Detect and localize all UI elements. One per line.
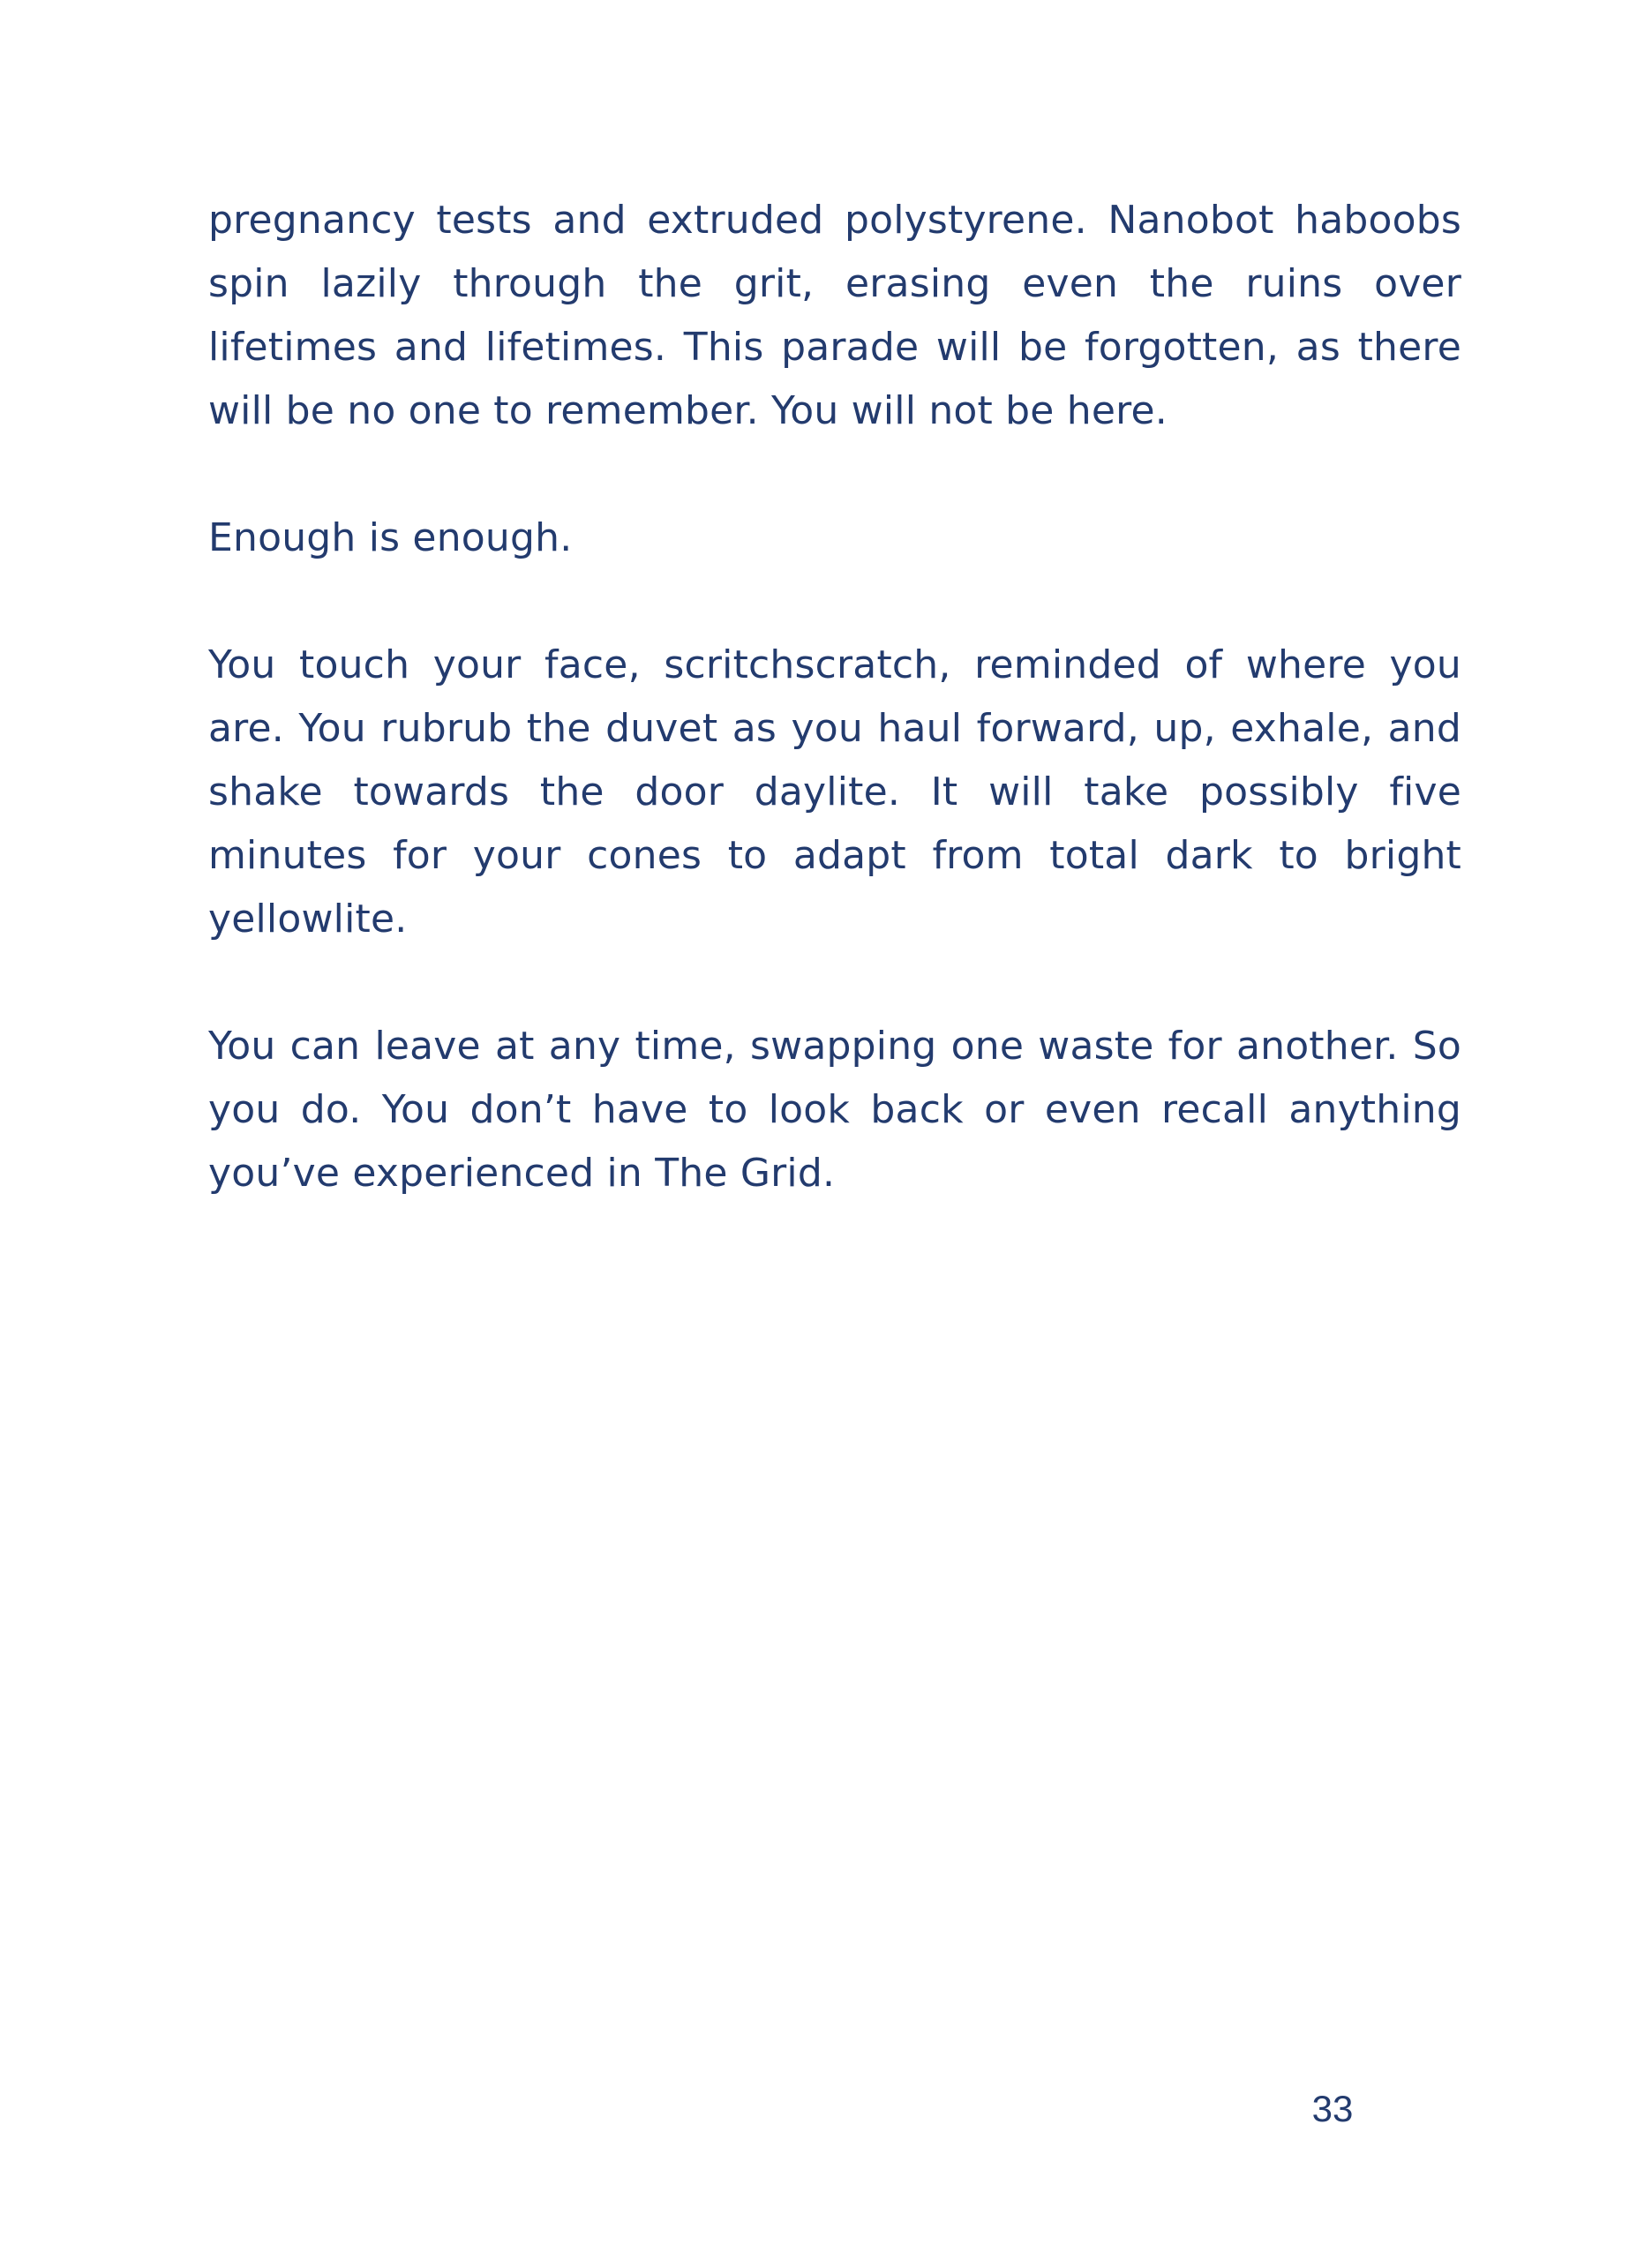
body-text — [208, 189, 1461, 1205]
paragraph-1: pregnancy tests and extruded polystyrene. Nanobot haboobs spin lazily through the grit, erasing even the ruins over lifetimes and lifetimes. This parade will be forgotten, as there will be no one to remember. You will not be here. — [208, 198, 1461, 433]
page-number: 33 — [1311, 2088, 1354, 2129]
paragraph-4: You can leave at any time, swapping one waste for another. So you do. You don’t have to look back or even recall anything you’ve experienced in The Grid. — [208, 1024, 1461, 1196]
paragraph-2: Enough is enough. — [208, 515, 573, 560]
paragraph-3: You touch your face, scritchscratch, reminded of where you are. You rubrub the duvet as you haul forward, up, exhale, and shake towards the door daylite. It will take possibly five minutes for your cones to adapt from total dark to bright yellowlite. — [208, 642, 1461, 942]
